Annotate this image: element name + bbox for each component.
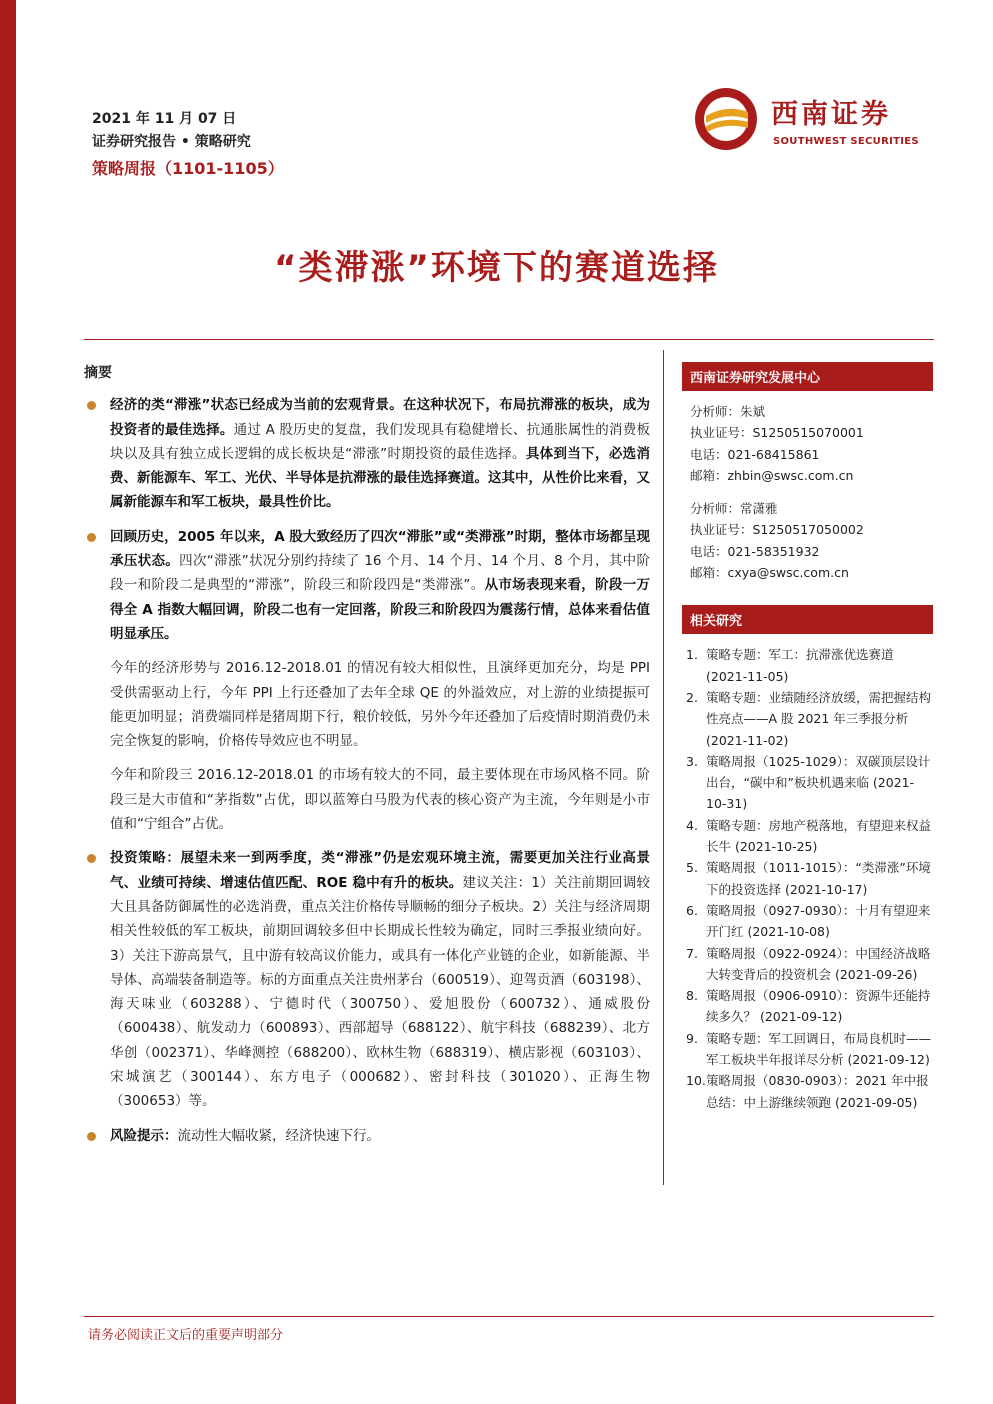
- analyst-block: [682, 498, 933, 583]
- related-num: 7.: [686, 945, 698, 961]
- research-center-title: 西南证券研究发展中心: [682, 362, 933, 391]
- abstract-bullet: [84, 525, 650, 646]
- related-num: 8.: [686, 988, 698, 1004]
- analyst-name: 分析师：常潇雅: [690, 501, 778, 517]
- related-research-list: [682, 644, 933, 1113]
- analyst-email[interactable]: 邮箱：cxya@swsc.com.cn: [690, 565, 849, 581]
- bullet-bold-2: 从市场表现来看，阶段一万得全 A 指数大幅回调，阶段二也有一定回落，阶段三和阶段四为震荡行情，总体来看估值明显承压。: [110, 577, 651, 642]
- analyst-email[interactable]: 邮箱：zhbin@swsc.com.cn: [690, 467, 854, 483]
- related-num: 1.: [686, 647, 698, 663]
- related-num: 2.: [686, 689, 698, 705]
- bullet-icon: [87, 854, 96, 863]
- related-item[interactable]: [686, 943, 933, 986]
- bullet-bold: 回顾历史，2005 年以来，A 股大致经历了四次“滞胀”或“类滞涨”时期，整体市场都呈现承压状态。: [110, 528, 650, 570]
- analyst-phone: 电话：021-58351932: [690, 543, 820, 559]
- logo-emblem-icon: [693, 86, 759, 152]
- sidebar: [682, 362, 933, 1113]
- bullet-text: 四次“滞涨”状况分别约持续了 16 个月、14 个月、14 个月、8 个月，其中阶段一和阶段二是典型的“滞涨”，阶段三和阶段四是“类滞涨”。: [110, 553, 650, 594]
- abstract-heading: 摘要: [84, 365, 112, 381]
- report-type: 证券研究报告 • 策略研究: [92, 134, 251, 150]
- related-item[interactable]: [686, 985, 933, 1028]
- related-text: 策略专题：军工回调日，布局良机时——军工板块半年报详尽分析 (2021-09-12): [706, 1030, 932, 1068]
- related-text: 策略周报（0927-0930）：十月有望迎来开门红 (2021-10-08): [706, 902, 931, 940]
- related-item[interactable]: [686, 1028, 933, 1071]
- related-item[interactable]: [686, 815, 933, 858]
- related-item[interactable]: [686, 1070, 933, 1113]
- bullet-bold: 经济的类“滞涨”状态已经成为当前的宏观背景。在这种状况下，布局抗滞涨的板块，成为投资者的最佳选择。: [110, 397, 650, 438]
- footer-disclaimer: 请务必阅读正文后的重要声明部分: [88, 1328, 284, 1343]
- related-text: 策略专题：房地产税落地，有望迎来权益长牛 (2021-10-25): [706, 817, 932, 855]
- related-num: 4.: [686, 817, 698, 833]
- related-num: 9.: [686, 1030, 698, 1046]
- report-title: “类滞涨”环境下的赛道选择: [274, 248, 719, 288]
- related-text: 策略周报（1011-1015）：“类滞涨”环境下的投资选择 (2021-10-17): [706, 860, 931, 897]
- bullet-icon: [87, 401, 96, 410]
- analyst-name: 分析师：朱斌: [690, 404, 766, 419]
- analyst-cert: 执业证号：S1250515070001: [690, 425, 864, 441]
- related-num: 5.: [686, 860, 698, 876]
- abstract-bullet: [84, 393, 650, 514]
- related-text: 策略周报（0922-0924）：中国经济战略大转变背后的投资机会 (2021-09-26): [706, 945, 931, 982]
- risk-bold: 风险提示：: [110, 1127, 178, 1144]
- logo-en-text: SOUTHWEST SECURITIES: [773, 136, 919, 147]
- abstract-column: [84, 355, 650, 1158]
- analyst-phone: 电话：021-68415861: [690, 446, 820, 462]
- report-series: 策略周报（1101-1105）: [92, 159, 284, 178]
- bullet-icon: [87, 533, 96, 542]
- related-research-title: 相关研究: [682, 605, 933, 634]
- related-text: 策略周报（0830-0903）：2021 年中报总结：中上游继续领跑 (2021-09-05): [706, 1073, 929, 1110]
- report-date: 2021 年 11 月 07 日: [92, 111, 237, 127]
- bullet-bold-2: 具体到当下，必选消费、新能源车、军工、光伏、半导体是抗滞涨的最佳选择赛道。这其中，从性价比来看，又属新能源车和军工板块，最具性价比。: [110, 445, 650, 511]
- related-num: 10.: [686, 1073, 706, 1089]
- company-logo: [693, 86, 933, 156]
- related-num: 3.: [686, 753, 698, 769]
- strategy-text: 建议关注：1）关注前期回调较大且具备防御属性的必选消费，重点关注价格传导顺畅的细分子板块。2）关注与经济周期相关性较低的军工板块，前期回调较多但中长期成长性较为确定，同时三季报业绩向好。3）关注下游高景气，且中游有较高议价能力，或具有一体化产业链的企业，如新能源、半导体、高端装备制造等。标的方面重点关注贵州茅台（600519）、迎驾贡酒（603198）、海天味业（603288）、宁德时代（300750）、爱旭股份（600732）、通威股份（600438）、航发动力（600893）、西部超导（688122）、航宇科技（688239）、北方华创（002371）、华峰测控（688200）、欧林生物（688319）、横店影视（603103）、宋城演艺（300144）、东方电子（000682）、密封科技（301020）、正海生物（300653）等。: [110, 874, 650, 1110]
- related-text: 策略专题：业绩随经济放缓，需把握结构性亮点——A 股 2021 年三季报分析 (2021-11-02): [706, 689, 932, 748]
- analyst-block: [682, 401, 933, 486]
- related-item[interactable]: [686, 751, 933, 815]
- related-text: 策略专题：军工：抗滞涨优选赛道 (2021-11-05): [706, 647, 894, 684]
- strategy-bullet: [84, 846, 650, 1113]
- bullet-icon: [87, 1132, 96, 1141]
- analyst-cert: 执业证号：S1250517050002: [690, 522, 864, 538]
- abstract-paragraph: 今年和阶段三 2016.12-2018.01 的市场有较大的不同，最主要体现在市场风格不同。阶段三是大市值和“茅指数”占优，即以蓝筹白马股为代表的核心资产为主流，今年则是小市值和“宁组合”占优。: [110, 767, 650, 833]
- related-item[interactable]: [686, 687, 933, 751]
- related-item[interactable]: [686, 900, 933, 943]
- related-item[interactable]: [686, 644, 933, 687]
- column-divider: [663, 350, 664, 1185]
- left-accent-bar: [0, 0, 16, 1404]
- strategy-bold: 投资策略：展望未来一到两季度，类“滞涨”仍是宏观环境主流，需要更加关注行业高景气、业绩可持续、增速估值匹配、ROE 稳中有升的板块。: [110, 850, 650, 891]
- title-divider: [84, 339, 934, 340]
- bullet-text: 通过 A 股历史的复盘，我们发现具有稳健增长、抗通胀属性的消费板块以及具有独立成长逻辑的成长板块是“滞涨”时期投资的最佳选择。: [110, 421, 650, 462]
- report-header: [92, 108, 284, 184]
- risk-text: 流动性大幅收紧，经济快速下行。: [177, 1127, 380, 1144]
- related-num: 6.: [686, 902, 698, 918]
- risk-bullet: [84, 1124, 650, 1148]
- related-text: 策略周报（0906-0910）：资源牛还能持续多久？ (2021-09-12): [706, 988, 931, 1025]
- logo-cn-text: 西南证券: [771, 99, 891, 130]
- abstract-paragraph: 今年的经济形势与 2016.12-2018.01 的情况有较大相似性，且演绎更加充分，均是 PPI 受供需驱动上行，今年 PPI 上行还叠加了去年全球 QE 的外溢效应，对上游的业绩提振可能更加明显；消费端同样是猪周期下行，粮价较低，另外今年还叠加了后疫情时期消费仍未完全恢复的影响，价格传导效应也不明显。: [110, 660, 650, 750]
- related-item[interactable]: [686, 857, 933, 900]
- footer-divider: [84, 1316, 934, 1317]
- related-text: 策略周报（1025-1029）：双碳顶层设计出台，“碳中和”板块机遇来临 (2021-10-31): [706, 753, 931, 812]
